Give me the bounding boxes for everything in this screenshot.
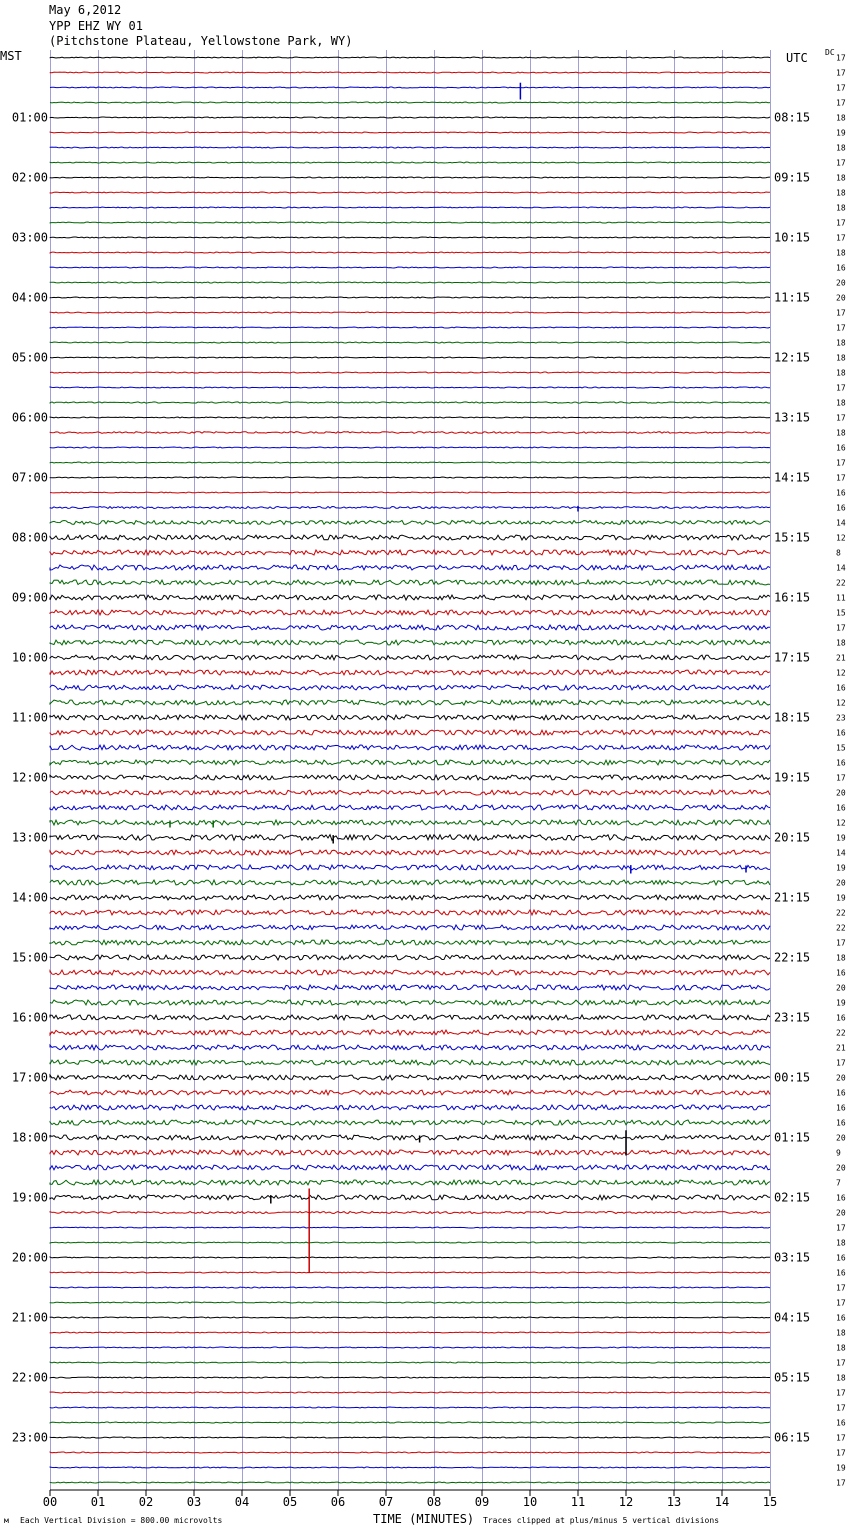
seismic-trace: [50, 835, 770, 841]
dc-offset-value: 17: [836, 1298, 846, 1308]
mst-hour-label: 13:00: [11, 830, 48, 845]
x-tick-label: 03: [186, 1495, 202, 1509]
seismic-trace: [50, 87, 770, 88]
seismic-trace: [50, 925, 770, 930]
seismic-trace: [50, 1377, 770, 1378]
station-location: (Pitchstone Plateau, Yellowstone Park, WY): [49, 34, 353, 48]
mst-hour-label: 12:00: [11, 770, 48, 785]
seismic-trace: [50, 1452, 770, 1453]
seismic-trace: [50, 267, 770, 268]
x-tick-label: 11: [570, 1495, 586, 1509]
seismic-trace: [50, 580, 770, 585]
mst-hour-label: 11:00: [11, 710, 48, 725]
seismic-trace: [50, 117, 770, 118]
seismic-trace: [50, 1422, 770, 1423]
seismic-trace: [50, 535, 770, 540]
utc-hour-label: 01:15: [774, 1130, 811, 1145]
seismic-trace: [50, 327, 770, 328]
dc-offset-value: 12: [836, 668, 846, 678]
utc-hour-label: 23:15: [774, 1010, 811, 1025]
seismic-trace: [50, 222, 770, 223]
seismic-trace: [50, 492, 770, 493]
dc-offset-value: 18: [836, 248, 846, 258]
dc-offset-value: 18: [836, 638, 846, 648]
dc-offset-value: 18: [836, 353, 846, 363]
dc-offset-value: 16: [836, 728, 846, 738]
left-time-zone: MST: [0, 49, 22, 63]
dc-offset-value: 17: [836, 413, 846, 423]
seismic-trace: [50, 312, 770, 313]
seismic-trace: [50, 700, 770, 705]
mst-hour-label: 10:00: [11, 650, 48, 665]
dc-offset-value: 18: [836, 188, 846, 198]
seismic-trace: [50, 462, 770, 463]
clip-note: Traces clipped at plus/minus 5 vertical divisions: [483, 1516, 720, 1525]
seismic-trace: [50, 1165, 770, 1170]
dc-offset-value: 18: [836, 1373, 846, 1383]
seismic-trace: [50, 1000, 770, 1005]
seismic-trace: [50, 282, 770, 283]
x-tick-label: 14: [714, 1495, 730, 1509]
dc-offset-value: 17: [836, 218, 846, 228]
seismic-trace: [50, 342, 770, 343]
x-tick-label: 13: [666, 1495, 682, 1509]
x-tick-label: 06: [330, 1495, 346, 1509]
seismic-trace: [50, 1105, 770, 1110]
seismic-trace: [50, 640, 770, 645]
seismic-trace: [50, 1362, 770, 1363]
mst-hour-label: 08:00: [11, 530, 48, 545]
dc-offset-value: 20: [836, 1133, 846, 1143]
station-code: YPP EHZ WY 01: [49, 19, 143, 33]
dc-offset-value: 17: [836, 158, 846, 168]
dc-offset-value: 17: [836, 1223, 846, 1233]
dc-offset-value: 17: [836, 53, 846, 63]
seismic-trace: [50, 1075, 770, 1080]
dc-offset-value: 19: [836, 833, 846, 843]
seismic-trace: [50, 910, 770, 915]
dc-offset-value: 15: [836, 608, 846, 618]
dc-offset-value: 18: [836, 398, 846, 408]
mst-hour-label: 04:00: [11, 290, 48, 305]
seismic-trace: [50, 297, 770, 298]
dc-header: DC: [825, 48, 835, 57]
seismic-trace: [50, 507, 770, 509]
seismic-trace: [50, 610, 770, 615]
seismic-trace: [50, 565, 770, 570]
dc-offset-value: 16: [836, 263, 846, 273]
dc-offset-value: 16: [836, 968, 846, 978]
seismic-trace: [50, 147, 770, 148]
mst-hour-label: 21:00: [11, 1310, 48, 1325]
dc-offset-value: 21: [836, 1043, 846, 1053]
seismic-trace: [50, 730, 770, 735]
seismic-trace: [50, 372, 770, 373]
mst-hour-label: 17:00: [11, 1070, 48, 1085]
x-tick-label: 01: [90, 1495, 106, 1509]
seismic-trace: [50, 715, 770, 720]
seismic-trace: [50, 745, 770, 750]
mst-hour-label: 07:00: [11, 470, 48, 485]
dc-offset-value: 17: [836, 1388, 846, 1398]
dc-offset-value: 17: [836, 233, 846, 243]
x-tick-label: 04: [234, 1495, 250, 1509]
seismic-trace: [50, 595, 770, 600]
seismic-trace: [50, 1150, 770, 1155]
seismic-trace: [50, 57, 770, 58]
dc-offset-value: 12: [836, 533, 846, 543]
seismic-trace: [50, 1120, 770, 1125]
dc-offset-value: 18: [836, 953, 846, 963]
seismic-trace: [50, 432, 770, 434]
scale-note: Each Vertical Division = 800.00 microvolts: [20, 1516, 223, 1525]
seismic-trace: [50, 1030, 770, 1035]
dc-offset-value: 16: [836, 1268, 846, 1278]
utc-hour-label: 11:15: [774, 290, 811, 305]
utc-hour-label: 17:15: [774, 650, 811, 665]
x-tick-label: 00: [42, 1495, 58, 1509]
mst-hour-label: 14:00: [11, 890, 48, 905]
dc-offset-value: 16: [836, 1118, 846, 1128]
dc-offset-value: 18: [836, 1328, 846, 1338]
dc-offset-value: 18: [836, 173, 846, 183]
seismic-trace: [50, 387, 770, 388]
seismic-trace: [50, 1227, 770, 1228]
mst-hour-label: 22:00: [11, 1370, 48, 1385]
dc-offset-value: 14: [836, 563, 846, 573]
seismic-trace: [50, 985, 770, 990]
mst-hour-label: 18:00: [11, 1130, 48, 1145]
seismic-trace: [50, 207, 770, 208]
utc-hour-label: 06:15: [774, 1430, 811, 1445]
dc-offset-value: 16: [836, 1013, 846, 1023]
dc-offset-value: 22: [836, 1028, 846, 1038]
dc-offset-value: 17: [836, 938, 846, 948]
mst-hour-label: 16:00: [11, 1010, 48, 1025]
seismic-trace: [50, 1045, 770, 1050]
seismic-trace: [50, 162, 770, 163]
dc-offset-value: 12: [836, 818, 846, 828]
dc-offset-value: 17: [836, 1358, 846, 1368]
utc-hour-label: 12:15: [774, 350, 811, 365]
seismic-trace: [50, 820, 770, 825]
utc-hour-label: 02:15: [774, 1190, 811, 1205]
seismic-trace: [50, 880, 770, 885]
mst-hour-label: 15:00: [11, 950, 48, 965]
dc-offset-value: 15: [836, 743, 846, 753]
dc-offset-value: 17: [836, 98, 846, 108]
seismic-trace: [50, 1332, 770, 1333]
mst-hour-label: 05:00: [11, 350, 48, 365]
dc-offset-value: 16: [836, 1103, 846, 1113]
seismic-trace: [50, 790, 770, 795]
x-tick-label: 05: [282, 1495, 298, 1509]
seismic-trace: [50, 477, 770, 478]
dc-offset-value: 20: [836, 1163, 846, 1173]
utc-hour-label: 10:15: [774, 230, 811, 245]
utc-hour-label: 08:15: [774, 110, 811, 125]
dc-offset-value: 11: [836, 593, 846, 603]
seismic-trace: [50, 1060, 770, 1065]
mst-hour-label: 19:00: [11, 1190, 48, 1205]
dc-offset-value: 12: [836, 698, 846, 708]
dc-offset-value: 21: [836, 653, 846, 663]
utc-hour-label: 13:15: [774, 410, 811, 425]
utc-hour-label: 19:15: [774, 770, 811, 785]
x-tick-label: 10: [522, 1495, 538, 1509]
dc-offset-value: 17: [836, 1403, 846, 1413]
mst-hour-label: 02:00: [11, 170, 48, 185]
mst-hour-label: 06:00: [11, 410, 48, 425]
dc-offset-value: 17: [836, 68, 846, 78]
seismic-trace: [50, 970, 770, 975]
x-tick-label: 12: [618, 1495, 634, 1509]
x-tick-label: 02: [138, 1495, 154, 1509]
seismic-trace: [50, 1347, 770, 1348]
seismic-trace: [50, 1407, 770, 1408]
plot-date: May 6,2012: [49, 3, 122, 17]
utc-hour-label: 09:15: [774, 170, 811, 185]
x-axis-title: TIME (MINUTES): [373, 1512, 475, 1526]
seismic-trace: [50, 955, 770, 960]
dc-offset-value: 17: [836, 623, 846, 633]
seismic-trace: [50, 850, 770, 855]
seismic-trace: [50, 1242, 770, 1243]
seismic-trace: [50, 775, 770, 780]
utc-hour-label: 22:15: [774, 950, 811, 965]
seismic-trace: [50, 1317, 770, 1318]
dc-offset-value: 16: [836, 1418, 846, 1428]
seismic-trace: [50, 1437, 770, 1438]
dc-offset-value: 20: [836, 878, 846, 888]
dc-offset-value: 9: [836, 1148, 841, 1158]
seismic-trace: [50, 1392, 770, 1393]
seismic-trace: [50, 670, 770, 675]
dc-offset-value: 19: [836, 998, 846, 1008]
seismic-trace: [50, 685, 770, 690]
dc-offset-value: 17: [836, 473, 846, 483]
dc-offset-value: 18: [836, 1238, 846, 1248]
dc-offset-value: 17: [836, 308, 846, 318]
dc-offset-value: 16: [836, 1193, 846, 1203]
seismic-trace: [50, 1015, 770, 1020]
seismic-trace: [50, 72, 770, 73]
dc-offset-value: 19: [836, 893, 846, 903]
seismic-trace: [50, 760, 770, 765]
mst-hour-label: 03:00: [11, 230, 48, 245]
dc-offset-value: 17: [836, 83, 846, 93]
utc-hour-label: 21:15: [774, 890, 811, 905]
seismic-trace: [50, 192, 770, 193]
seismic-trace: [50, 550, 770, 555]
dc-offset-value: 20: [836, 293, 846, 303]
mst-hour-label: 23:00: [11, 1430, 48, 1445]
dc-offset-value: 17: [836, 383, 846, 393]
x-tick-label: 09: [474, 1495, 490, 1509]
seismic-trace: [50, 402, 770, 403]
dc-offset-value: 16: [836, 488, 846, 498]
dc-offset-value: 16: [836, 443, 846, 453]
dc-offset-value: 18: [836, 428, 846, 438]
seismic-trace: [50, 940, 770, 945]
utc-hour-label: 03:15: [774, 1250, 811, 1265]
seismic-trace: [50, 1135, 770, 1140]
seismic-trace: [50, 805, 770, 810]
dc-offset-value: 22: [836, 908, 846, 918]
dc-offset-value: 19: [836, 128, 846, 138]
utc-hour-label: 04:15: [774, 1310, 811, 1325]
dc-offset-value: 17: [836, 1058, 846, 1068]
seismic-trace: [50, 177, 770, 178]
mst-hour-label: 20:00: [11, 1250, 48, 1265]
seismic-trace: [50, 417, 770, 418]
seismic-trace: [50, 1467, 770, 1468]
x-tick-label: 15: [762, 1495, 778, 1509]
dc-offset-value: 16: [836, 758, 846, 768]
seismic-trace: [50, 1257, 770, 1258]
seismic-trace: [50, 237, 770, 238]
dc-offset-value: 19: [836, 863, 846, 873]
dc-offset-value: 8: [836, 548, 841, 558]
seismic-trace: [50, 1180, 770, 1185]
utc-hour-label: 20:15: [774, 830, 811, 845]
x-tick-label: 07: [378, 1495, 394, 1509]
seismic-trace: [50, 357, 770, 358]
dc-offset-value: 20: [836, 1073, 846, 1083]
dc-offset-value: 17: [836, 1433, 846, 1443]
seismic-trace: [50, 447, 770, 448]
dc-offset-value: 20: [836, 1208, 846, 1218]
seismic-trace: [50, 1090, 770, 1095]
utc-hour-label: 00:15: [774, 1070, 811, 1085]
dc-offset-value: 16: [836, 803, 846, 813]
dc-offset-value: 18: [836, 203, 846, 213]
seismic-trace: [50, 1195, 770, 1200]
dc-offset-value: 17: [836, 458, 846, 468]
dc-offset-value: 17: [836, 1478, 846, 1488]
seismic-trace: [50, 252, 770, 253]
seismic-trace: [50, 132, 770, 133]
utc-hour-label: 18:15: [774, 710, 811, 725]
utc-hour-label: 15:15: [774, 530, 811, 545]
mst-hour-label: 09:00: [11, 590, 48, 605]
seismic-trace: [50, 655, 770, 660]
right-time-zone: UTC: [786, 51, 808, 65]
dc-offset-value: 16: [836, 683, 846, 693]
seismic-trace: [50, 1482, 770, 1483]
seismic-trace: [50, 521, 770, 525]
seismic-trace: [50, 625, 770, 630]
seismic-trace: [50, 895, 770, 900]
dc-offset-value: 14: [836, 848, 846, 858]
dc-offset-value: 19: [836, 1463, 846, 1473]
mst-hour-label: 01:00: [11, 110, 48, 125]
dc-offset-value: 22: [836, 578, 846, 588]
dc-offset-value: 18: [836, 143, 846, 153]
seismic-trace: [50, 865, 770, 870]
dc-offset-value: 23: [836, 713, 846, 723]
dc-offset-value: 17: [836, 1283, 846, 1293]
dc-offset-value: 20: [836, 788, 846, 798]
utc-hour-label: 14:15: [774, 470, 811, 485]
footer-mark: м: [4, 1516, 9, 1525]
dc-offset-value: 20: [836, 278, 846, 288]
dc-offset-value: 17: [836, 1448, 846, 1458]
dc-offset-value: 20: [836, 983, 846, 993]
dc-offset-value: 18: [836, 113, 846, 123]
seismic-trace: [50, 1302, 770, 1303]
dc-offset-value: 16: [836, 1253, 846, 1263]
dc-offset-value: 22: [836, 923, 846, 933]
x-tick-label: 08: [426, 1495, 442, 1509]
utc-hour-label: 05:15: [774, 1370, 811, 1385]
dc-offset-value: 18: [836, 338, 846, 348]
dc-offset-value: 18: [836, 1343, 846, 1353]
dc-offset-value: 16: [836, 1313, 846, 1323]
dc-offset-value: 18: [836, 368, 846, 378]
dc-offset-value: 14: [836, 518, 846, 528]
utc-hour-label: 16:15: [774, 590, 811, 605]
dc-offset-value: 7: [836, 1178, 841, 1188]
dc-offset-value: 17: [836, 773, 846, 783]
seismic-trace: [50, 1272, 770, 1273]
dc-offset-value: 17: [836, 323, 846, 333]
seismic-trace: [50, 102, 770, 103]
dc-offset-value: 16: [836, 1088, 846, 1098]
dc-offset-value: 16: [836, 503, 846, 513]
seismic-trace: [50, 1287, 770, 1288]
seismic-trace: [50, 1212, 770, 1214]
